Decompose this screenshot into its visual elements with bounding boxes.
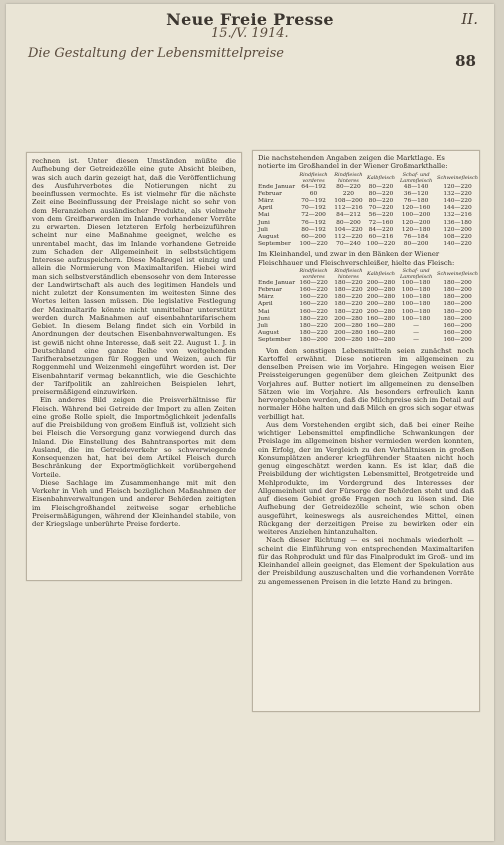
table-row	[253, 323, 479, 330]
right-paragraph-1: Von den sonstigen Lebensmitteln seien zunächst noch Kartoffel erwähnt. Diese notieren im allgemeinen zu denselben Preisen wie im Vorjahre. Hingegen weisen Eier Preissteigerungen gegenüber dem gleichen Zeitpunkt des Vorjahres auf. Butter notiert im allgemeinen zu denselben Sätzen wie im Vorjahre. Als besonders erfreulich kann hervorgehoben werden, daß die Milchpreise sich im Detail auf normaler Höhe halten und daß Milch en gros sich sogar etwas verbilligt hat.	[258, 346, 475, 421]
table-cell: 180—200	[299, 337, 328, 344]
table-cell: 200—280	[334, 323, 363, 330]
table-cell: 76—184	[403, 233, 429, 240]
right-paragraph-2: Aus dem Vorstehenden ergibt sich, daß bei einer Reihe wichtiger Lebensmittel empfindliche Schwankungen der Preislage im allgemeinen bisher vermieden werden konnten, ein Erfolg, der im Vergleich zu den Verhältnissen in großen Konsumplätzen anderer kriegführender Staaten nicht hoch genug eingeschätzt werden kann. Es ist klar, daß die Preisbildung der wichtigsten Lebensmittel, Brotgetreide und Mehlprodukte, im Vordergrund des Interesses der Allgemeinheit und der Fürsorge der Behörden steht und daß auf diesem Gebiet große Fragen noch zu lösen sind. Die Aufhebung der Getreidezölle scheint, wie schon oben ausgeführt, keineswegs als ausreichendes Mittel, einen Rückgang der derzeitigen Preise zu bewirken oder ein weiteres Anziehen hintanzuhalten.	[258, 420, 474, 537]
table-cell: 200—280	[334, 330, 363, 337]
table-cell: 180—220	[299, 323, 328, 330]
table-cell: 180—220	[334, 301, 363, 308]
left-column-text	[27, 153, 241, 532]
table-column-header: Kalbfleisch	[366, 270, 395, 277]
table-row-label: September	[258, 337, 291, 344]
table-row	[253, 301, 479, 308]
table-cell: 70—240	[336, 241, 361, 248]
right-column-text	[253, 347, 479, 590]
table-cell: 36—120	[403, 190, 429, 197]
retail-intro: Im Kleinhandel, und zwar in den Bänken der Wiener Fleischhauer und Fleischverschleißer, hielte das Fleisch:	[258, 250, 455, 267]
left-clipping	[26, 152, 242, 581]
table-cell: 100—180	[401, 279, 431, 286]
table-column-header: Schweinefleisch	[437, 174, 478, 181]
table-cell: 160—280	[366, 315, 396, 322]
table-cell: 160—280	[366, 330, 396, 337]
table-cell: 100—180	[401, 315, 431, 322]
table-cell: 100—180	[401, 294, 431, 301]
table-row	[253, 198, 479, 205]
table-row	[253, 227, 479, 234]
table-cell: 120—220	[443, 183, 472, 190]
table-cell: 200—280	[334, 337, 363, 344]
table-cell: 160—200	[443, 337, 472, 344]
market-intro: Die nachstehenden Angaben zeigen die Marktlage. Es notierte im Großhandel in der Wiener Großmarkthalle:	[258, 154, 448, 171]
table-cell: —	[413, 337, 420, 344]
handwritten-title: Die Gestaltung der Lebensmittelpreise	[28, 46, 284, 61]
table-cell: 160—220	[299, 294, 328, 301]
table-cell: 180—200	[443, 301, 472, 308]
table-row-label: Juni	[258, 219, 270, 226]
table-cell: 80—192	[301, 226, 326, 233]
left-paragraph-1: rechnen ist. Unter diesen Umständen müßte die Aufhebung der Getreidezölle eine gute Absicht bleiben, was sich auch darin gezeigt hat, daß die Veröffentlichung des Ausfuhrverbotes die Notierungen nicht zu beeinflussen vermochte. Es ist vielmehr für die nächste Zeit eine Beeinflussung der Preislage nicht so sehr von dem Heranziehen ausländischer Produkte, als vielmehr von dem Greifbarwerden im Inlande vorhandener Vorräte zu erwarten. Diesen letzteren Erfolg herbeizuführen scheint nur eine Maßnahme geeignet, welche es unrentabel macht, das im Inlande vorhandene Getreide zum Schaden der Allgemeinheit in selbstsüchtigem Interesse aufzuspeichern. Diese Maßregel ist einzig und allein die Normierung von Maximaltarifen. Hiebei wird man sich selbstverständlich ebensosehr von dem Interesse der Landwirtschaft als auch des legitimen Handels und nicht zuletzt der Konsumenten im weitesten Sinne des Wortes leiten lassen müssen. Die legislative Festlegung der Maximaltarife könnte nicht unmittelbar unterstützt werden durch Maßnahmen auf eisenbahntarifarischem Gebiet. In diesem Belang findet sich ein Vorbild in Anordnungen der deutschen Eisenbahnverwaltungen. Es ist gewiß nicht ohne Interesse, daß seit 22. August 1. J. in Deutschland eine ganze Reihe von weitgehenden Tarifherabsetzungen für Roggen und Weizen, auch für Roggenmehl und Weizenmehl eingeführt worden ist. Der Eisenbahntarif vermag bekanntlich, wie die Geschichte der Tarifpolitik an zahlreichen Beispielen lehrt, preisermäßigend einzuwirken.	[32, 157, 236, 396]
table-cell: 160—200	[443, 323, 472, 330]
table-cell: 180—200	[443, 315, 472, 322]
table-row-label: Februar	[258, 287, 282, 294]
table-column-header: Rindfleisch hinteres	[334, 171, 363, 184]
table-row	[253, 191, 479, 198]
table-cell: 64—192	[301, 183, 326, 190]
table-row-label: Juli	[258, 226, 268, 233]
table-cell: 112—220	[334, 233, 363, 240]
newspaper-masthead: Neue Freie Presse	[166, 10, 334, 29]
table-cell: 140—220	[443, 241, 472, 248]
table-column-header	[253, 268, 296, 280]
table-cell: 200—280	[366, 279, 396, 286]
table-cell: 136—180	[443, 219, 472, 226]
table-cell: 80—220	[368, 197, 394, 204]
table-row-label: August	[258, 233, 280, 240]
table-cell: 80—220	[368, 190, 394, 197]
table-cell: 120—160	[401, 205, 431, 212]
table-row-label: April	[258, 205, 273, 212]
table-cell: 100—220	[299, 241, 328, 248]
table-row-label: Mai	[258, 212, 270, 219]
table-cell: 200—280	[366, 308, 396, 315]
retail-price-table	[253, 268, 479, 345]
table-row-label: März	[258, 294, 274, 301]
table-row	[253, 287, 479, 294]
right-clipping	[252, 150, 480, 712]
table-cell: 112—216	[334, 205, 363, 212]
table-cell: 100—180	[401, 308, 431, 315]
table-row	[253, 330, 479, 337]
table-cell: 144—220	[443, 205, 472, 212]
table-cell: 100—200	[401, 212, 431, 219]
table-column-header: Rindfleisch vorderes	[299, 171, 328, 184]
table-cell: 84—220	[368, 226, 394, 233]
table-row	[253, 205, 479, 212]
table-cell: 180—200	[443, 287, 472, 294]
page-number: 88	[455, 52, 476, 70]
table-cell: 160—280	[366, 323, 396, 330]
right-paragraph-3: Nach dieser Richtung — es sei nochmals wiederholt — scheint die Einführung von entsprechenden Maximaltarifen für das Rohprodukt und für das Finalprodukt im Groß- und im Kleinhandel allein geeignet, das Element der Spekulation aus der Preisbildung auszuschalten und die vorhandenen Vorräte zu angemessenen Preisen in die letzte Hand zu bringen.	[258, 536, 474, 586]
table-cell: 108—220	[443, 233, 472, 240]
table-cell: 160—220	[299, 279, 328, 286]
table-cell: 220	[342, 190, 355, 197]
table-cell: —	[413, 330, 420, 337]
table-cell: 180—220	[299, 315, 328, 322]
table-cell: 100—180	[401, 301, 431, 308]
table-row	[253, 220, 479, 227]
volume-mark: II.	[461, 10, 478, 28]
table-row-label: Ende Januar	[258, 183, 296, 190]
table-row-label: September	[258, 241, 291, 248]
table-cell: 180—220	[334, 279, 363, 286]
table-cell: 200—280	[334, 315, 363, 322]
table-cell: 132—220	[443, 190, 472, 197]
table-cell: 160—220	[299, 301, 328, 308]
table-cell: 132—216	[443, 212, 472, 219]
table-cell: 200—280	[366, 287, 396, 294]
table-column-header: Kalbfleisch	[366, 174, 395, 181]
table-cell: 72—160	[368, 219, 394, 226]
table-cell: 180—200	[443, 294, 472, 301]
table-cell: 160—220	[299, 287, 328, 294]
table-cell: 104—220	[334, 226, 363, 233]
table-row	[253, 309, 479, 316]
wholesale-price-table	[253, 172, 479, 249]
table-column-header: Rindfleisch vorderes	[299, 267, 328, 280]
table-row	[253, 294, 479, 301]
left-paragraph-3: Diese Sachlage im Zusammenhange mit mit den Verkehr in Vieh und Fleisch bezüglichen Maßnahmen der Eisenbahnverwaltungen und anderer Behörden zeitigten im Fleischgroßhandel zeitweise sogar erhebliche Preisermäßigungen, während der Kleinhandel stabile, von der Kriegslage unberührte Preise forderte.	[32, 478, 236, 528]
table-cell: —	[413, 323, 420, 330]
table-cell: 100—220	[366, 241, 396, 248]
table-row	[253, 184, 479, 191]
table-cell: 160—220	[299, 308, 328, 315]
table-cell: 100—180	[401, 287, 431, 294]
table-cell: 200—280	[366, 294, 396, 301]
table-column-header: Schaf- und Lammfleisch	[399, 267, 433, 280]
table-cell: 76—192	[301, 219, 326, 226]
table-row	[253, 337, 479, 344]
table-cell: 70—192	[301, 197, 326, 204]
table-cell: 60—200	[301, 233, 326, 240]
table-cell: 84—212	[336, 212, 361, 219]
table-cell: 180—280	[366, 337, 396, 344]
handwritten-date: 15./V. 1914.	[211, 26, 289, 41]
table-cell: 180—200	[443, 308, 472, 315]
table-cell: 120—180	[401, 226, 431, 233]
table-cell: 160—200	[443, 330, 472, 337]
table-row-label: Juni	[258, 315, 270, 322]
table-row	[253, 234, 479, 241]
table-cell: 76—180	[403, 197, 429, 204]
table-row	[253, 280, 479, 287]
table-column-header: Schweinefleisch	[437, 270, 478, 277]
table-row-label: April	[258, 301, 273, 308]
table-row-label: Februar	[258, 190, 282, 197]
table-cell: 180—220	[334, 294, 363, 301]
table-cell: 48—140	[403, 183, 429, 190]
table-row-label: August	[258, 330, 280, 337]
table-row-label: Ende Januar	[258, 279, 296, 286]
table-cell: 70—220	[368, 205, 394, 212]
table-row-label: Juli	[258, 323, 268, 330]
table-row	[253, 241, 479, 248]
table-column-header: Schaf- und Lammfleisch	[399, 171, 433, 184]
archive-sheet	[6, 4, 494, 841]
left-paragraph-2: Ein anderes Bild zeigen die Preisverhältnisse für Fleisch. Während bei Getreide der Import zu allen Zeiten eine große Rolle spielt, die Importmöglichkeit jedenfalls auf die Preisbildung von großem Einfluß ist, vollzieht sich bei Fleisch die Versorgung ganz vorwiegend durch das Inland. Die Einstellung des Bahntransportes mit dem Ausland, die im Getreideverkehr so schwerwiegende Konsequenzen hat, hat bei dem Artikel Fleisch durch Beschränkung der Exportmöglichkeit vorübergehend Vorteile.	[32, 396, 236, 479]
table-cell: 180—200	[443, 279, 472, 286]
table-cell: 120—200	[443, 226, 472, 233]
table-cell: 180—220	[334, 308, 363, 315]
table-cell: 80—220	[336, 183, 361, 190]
table-cell: 140—220	[443, 197, 472, 204]
table-row	[253, 212, 479, 219]
table-cell: 80—200	[336, 219, 361, 226]
table-row	[253, 316, 479, 323]
table-row-label: Mai	[258, 308, 270, 315]
table-cell: 180—220	[299, 330, 328, 337]
table-cell: 80—220	[368, 183, 394, 190]
table-cell: 180—220	[334, 287, 363, 294]
table-cell: 120—200	[401, 219, 431, 226]
table-cell: 80—200	[403, 241, 429, 248]
table-cell: 60—216	[368, 233, 394, 240]
table-column-header	[253, 172, 296, 184]
table-cell: 70—192	[301, 205, 326, 212]
table-column-header: Rindfleisch hinteres	[334, 267, 363, 280]
table-cell: 108—200	[334, 197, 363, 204]
table-row-label: März	[258, 197, 274, 204]
table-cell: 72—200	[301, 212, 326, 219]
table-cell: 60	[309, 190, 318, 197]
table-cell: 56—220	[368, 212, 394, 219]
table-cell: 200—280	[366, 301, 396, 308]
